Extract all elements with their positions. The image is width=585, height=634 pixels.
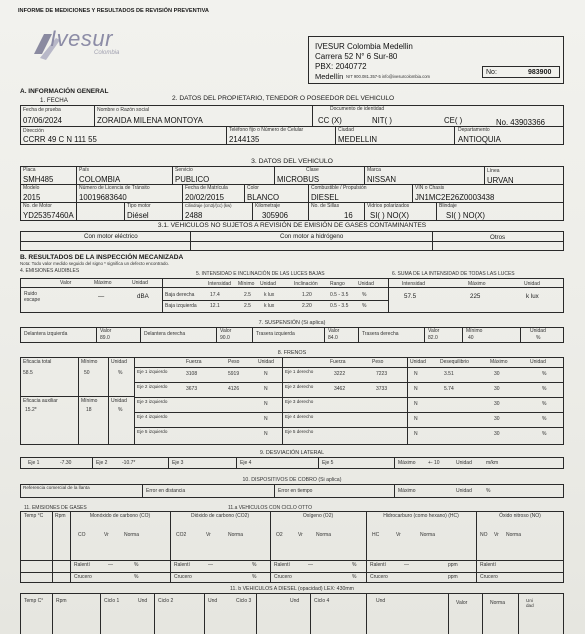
hc-label: HC [372, 532, 380, 538]
co-ralenti: Ralentí [74, 562, 90, 568]
desv-eje5-label: Eje 5 [322, 460, 334, 466]
suma-maximo: 225 [470, 293, 481, 300]
eficacia-aux-label: Eficacia auxiliar [23, 398, 58, 404]
no-sujetos-title: 3.1. VEHICULOS NO SUJETOS A REVISIÓN DE EMISIÓN DE GASES CONTAMINANTES [157, 222, 427, 229]
co-norma: Norma [124, 532, 140, 538]
otto-title: 11.a VEHICULOS CON CICLO OTTO [228, 505, 313, 511]
suma-title: 6. SUMA DE LA INTENSIDAD DE TODAS LAS LUCES [392, 271, 515, 277]
propietario-title: 2. DATOS DEL PROPIETARIO, TENEDOR O POSEEDOR DEL VEHICULO [172, 95, 395, 102]
freno-left-unidad: N [264, 401, 268, 407]
diesel-rpm: Rpm [56, 598, 67, 604]
o2-ralenti-dash: — [308, 562, 313, 568]
taximetro-unidad-val: % [486, 488, 491, 494]
color: BLANCO [247, 193, 280, 202]
hc-crucero-ppm: ppm [448, 574, 458, 580]
susp-tras-izq-val: 84.0 [328, 335, 338, 341]
frenos-u2-h: Unidad [530, 359, 546, 365]
susp-del-der-label: Delantera derecha [144, 331, 186, 337]
doc-nit: NIT( ) [372, 116, 392, 125]
taximetro-unidad-label: Unidad [456, 488, 472, 494]
emisiones-title: 11. EMISIONES DE GASES [24, 505, 87, 511]
frenos-right-peso-h: Peso [372, 359, 384, 365]
motor: YD25357460A [23, 211, 74, 220]
eficacia-aux-unidad-label: Unidad [111, 398, 127, 404]
taximetro-title: 10. DISPOSITIVOS DE COBRO (Si aplica) [242, 477, 342, 483]
o2-label: O2 [276, 532, 283, 538]
row-divider [282, 412, 564, 413]
freno-right-fuerza: 3462 [334, 386, 346, 392]
diesel-unidad: Unidad [526, 598, 534, 608]
luz-baja-derecha-min: 2.5 [244, 292, 251, 298]
luz-baja-derecha-u2: % [362, 292, 367, 298]
otros: Otros [490, 234, 506, 241]
freno-right-eje: Eje 4 derecho [285, 414, 314, 419]
freno-left-fuerza: 3108 [186, 371, 198, 377]
diesel-temp: Temp C° [24, 598, 44, 604]
diesel-und2: Und [208, 598, 218, 604]
freno-right-fuerza: 3222 [334, 371, 346, 377]
co2-crucero: Crucero [174, 574, 192, 580]
ruido-unidad: dBA [137, 293, 149, 300]
departamento-label: Departamento [458, 127, 490, 133]
o2-title: Oxígeno (O2) [302, 513, 334, 519]
error-tiempo-label: Error en tiempo [278, 488, 313, 494]
freno-right-unidad2: % [542, 416, 547, 422]
susp-unidad-label: Unidad [530, 328, 546, 334]
blindaje-label: Blindaje [439, 203, 457, 209]
diesel-und4: Und [376, 598, 386, 604]
freno-left-fuerza: 3673 [186, 386, 198, 392]
vehiculo-title: 3. DATOS DEL VEHICULO [251, 158, 333, 165]
color-label: Color [247, 185, 259, 191]
freno-left-unidad: N [264, 386, 268, 392]
desv-eje3-label: Eje 3 [172, 460, 184, 466]
luz-baja-derecha-inc: 1.20 [302, 292, 312, 298]
frenos-right-unidad-h: Unidad [410, 359, 426, 365]
desv-eje1-label: Eje 1 [28, 460, 40, 466]
desv-unidad-label: Unidad [456, 460, 472, 466]
hc-norma: Norma [420, 532, 436, 538]
luz-baja-derecha-u: k lux [264, 292, 275, 298]
pais: COLOMBIA [79, 175, 121, 184]
no-norma: Norma [506, 532, 522, 538]
fecha-title: 1. FECHA [40, 97, 68, 104]
freno-left-peso: 5919 [228, 371, 240, 377]
telefono: 2144135 [229, 135, 260, 144]
freno-right-unidad2: % [542, 386, 547, 392]
susp-unidad-val: % [536, 335, 541, 341]
eficacia-total-u: % [118, 370, 123, 376]
diesel-valor: Valor [456, 600, 468, 606]
eficacia-total-val: 58.5 [23, 370, 33, 376]
susp-tras-der-valor-label: Valor [428, 328, 440, 334]
fecha-prueba: 07/06/2024 [23, 116, 63, 125]
hc-title: Hidrocarburo (como hexano) (HC) [383, 513, 459, 519]
suma-intensidad: 57.5 [404, 293, 417, 300]
freno-left-eje: Eje 2 izquierdo [137, 384, 168, 389]
marca: NISSAN [367, 175, 397, 184]
ruido-unidad-header: Unidad [132, 280, 148, 286]
freno-left-eje: Eje 4 izquierdo [137, 414, 168, 419]
clase: MICROBUS [277, 175, 320, 184]
o2-ralenti: Ralentí [274, 562, 290, 568]
no-ralenti: Ralentí [480, 562, 496, 568]
otto-rpm: Rpm [55, 513, 66, 519]
susp-minimo-val: 40 [468, 335, 474, 341]
no-crucero: Crucero [480, 574, 498, 580]
freno-right-maximo: 30 [494, 431, 500, 437]
hc-ralenti-ppm: ppm [448, 562, 458, 568]
placa-label: Placa [23, 167, 36, 173]
vin: JN1MC2E26Z0003438 [415, 193, 495, 202]
marca-label: Marca [367, 167, 381, 173]
co2-ralenti-pct: % [252, 562, 257, 568]
error-distancia-label: Error en distancia [146, 488, 186, 494]
hc-crucero: Crucero [370, 574, 388, 580]
otto-temp: Temp °C [24, 513, 44, 519]
luces-h-min: Mínimo [238, 281, 255, 287]
direccion-label: Dirección [23, 128, 44, 134]
luz-baja-derecha-rango: 0.5 - 3.5 [330, 292, 349, 298]
luces-h-inc: Inclinación [294, 281, 318, 287]
freno-right-eje: Eje 1 derecho [285, 369, 314, 374]
row-divider [134, 367, 282, 368]
report-number: 983900 [528, 69, 552, 76]
luces-h-int: Intensidad [208, 281, 232, 287]
co2-ralenti-dash: — [208, 562, 213, 568]
diesel-ciclo4: Ciclo 4 [314, 598, 330, 604]
clase-label: Clase [306, 167, 319, 173]
freno-right-unidad: N [414, 401, 418, 407]
vin-label: VIN o Chasis [415, 185, 445, 191]
cilindraje-label: Cilindraje (cm3)/(cc) (kw) [185, 203, 232, 208]
luces-h-u: Unidad [260, 281, 276, 287]
frenos-right-fuerza-h: Fuerza [330, 359, 346, 365]
linea-label: Línea [487, 168, 500, 174]
freno-right-desequilibrio: 5.74 [444, 386, 454, 392]
sillas: 16 [344, 211, 353, 220]
freno-right-desequilibrio: 3.51 [444, 371, 454, 377]
report-number-label: No: [486, 69, 497, 76]
linea: URVAN [487, 176, 514, 185]
no-vr: Vr [494, 532, 499, 538]
diesel-ciclo3: Ciclo 3 [236, 598, 252, 604]
diesel-title: 11. b VEHICULOS A DIESEL (opacidad) LEX: 430mm [230, 586, 354, 592]
diesel-ciclo1: Ciclo 1 [104, 598, 120, 604]
combustible-label: Combustible / Propulsión [311, 185, 367, 191]
freno-right-unidad: N [414, 386, 418, 392]
co2-ralenti: Ralentí [174, 562, 190, 568]
o2-vr: Vr [298, 532, 303, 538]
matricula-label: Fecha de Matrícula [185, 185, 228, 191]
frenos-title: 8. FRENOS [277, 350, 307, 356]
co2-label: CO2 [176, 532, 187, 538]
co2-crucero-pct: % [252, 574, 257, 580]
susp-tras-izq-label: Trasera izquierda [256, 331, 295, 337]
co-ralenti-dash: — [108, 562, 113, 568]
o2-crucero: Crucero [274, 574, 292, 580]
susp-minimo-label: Mínimo [466, 328, 483, 334]
vidrios: SI( ) NO(X) [370, 211, 409, 220]
co-title: Monóxido de carbono (CO) [89, 513, 151, 519]
servicio-label: Servicio [175, 167, 193, 173]
emisiones-audibles-title: 4. EMISIONES AUDIBLES [20, 268, 80, 274]
taximetro-maximo-label: Máximo [398, 488, 416, 494]
frenos-left-unidad-h: Unidad [258, 359, 274, 365]
co2-title: Dióxido de carbono (CO2) [190, 513, 250, 519]
tipo-motor-label: Tipo motor [127, 203, 151, 209]
desv-eje1-val: -7.30 [60, 460, 72, 466]
km: 305906 [262, 211, 289, 220]
luz-baja-izquierda-u: k lux [264, 303, 275, 309]
diesel-ciclo2: Ciclo 2 [158, 598, 174, 604]
ruido-label: Ruido escape [24, 291, 41, 303]
doc-ce: CE( ) [444, 116, 463, 125]
hc-ralenti: Ralentí [370, 562, 386, 568]
pais-label: País [79, 167, 90, 173]
section-b-note: Nota: Todo valor medido seguido del signo * significa un defecto encontrado. [20, 261, 170, 266]
modelo-label: Modelo [23, 185, 40, 191]
freno-right-maximo: 30 [494, 416, 500, 422]
susp-del-der-valor-label: Valor [220, 328, 232, 334]
nombre: ZORAIDA MILENA MONTOYA [97, 116, 203, 125]
co-label: CO [78, 532, 86, 538]
row-divider [282, 367, 564, 368]
modelo: 2015 [23, 193, 41, 202]
freno-right-peso: 7223 [376, 371, 388, 377]
frenos-left-fuerza-h: Fuerza [186, 359, 202, 365]
luz-baja-izquierda-min: 2.5 [244, 303, 251, 309]
luz-baja-izquierda-label: Baja izquierda [165, 303, 197, 309]
freno-right-maximo: 30 [494, 386, 500, 392]
desv-eje2-val: -10.7* [122, 460, 136, 466]
ciudad: MEDELLIN [338, 135, 377, 144]
company-phone: PBX: 2040772 [315, 62, 367, 71]
co-ralenti-pct: % [134, 562, 139, 568]
sillas-label: No. de Sillas [311, 203, 340, 209]
row-divider [282, 382, 564, 383]
co-vr: Vr [104, 532, 109, 538]
combustible: DIESEL [311, 193, 339, 202]
freno-left-eje: Eje 1 izquierdo [137, 369, 168, 374]
susp-del-izq-label: Delantera izquierda [24, 331, 68, 337]
logo-brand: Ivesur [50, 26, 113, 51]
section-b-title: B. RESULTADOS DE LA INSPECCIÓN MECANIZADA [20, 254, 184, 261]
luz-baja-izquierda-rango: 0.5 - 3.5 [330, 303, 349, 309]
freno-left-unidad: N [264, 371, 268, 377]
luz-baja-derecha-label: Baja derecha [165, 292, 195, 298]
freno-right-unidad: N [414, 371, 418, 377]
o2-ralenti-pct: % [352, 562, 357, 568]
freno-left-unidad: N [264, 431, 268, 437]
desv-unidad-val: m/km [486, 460, 499, 466]
susp-tras-izq-valor-label: Valor [328, 328, 340, 334]
eficacia-aux-min: 18 [86, 407, 92, 413]
freno-right-eje: Eje 5 derecho [285, 429, 314, 434]
doc-cc: CC (X) [318, 116, 342, 125]
vidrios-label: Vidrios polarizados [367, 203, 410, 209]
diesel-norma: Norma [490, 600, 506, 606]
freno-left-eje: Eje 3 izquierdo [137, 399, 168, 404]
eficacia-total-unidad-label: Unidad [111, 359, 127, 365]
freno-left-peso: 4126 [228, 386, 240, 392]
desv-maximo-label: Máximo [398, 460, 416, 466]
no-title: Óxido nitroso (NO) [499, 513, 541, 519]
row-divider [282, 397, 564, 398]
eficacia-aux-u: % [118, 407, 123, 413]
departamento: ANTIOQUIA [458, 135, 501, 144]
telefono-label: Teléfono fijo o Número de Celular [229, 127, 304, 133]
freno-right-eje: Eje 2 derecho [285, 384, 314, 389]
freno-right-unidad2: % [542, 371, 547, 377]
desv-eje4-label: Eje 4 [240, 460, 252, 466]
ivesur-logo [30, 24, 150, 64]
susp-del-der-val: 90.0 [220, 335, 230, 341]
co2-vr: Vr [206, 532, 211, 538]
ruido-maximo-header: Máximo [94, 280, 112, 286]
tipo-motor: Diésel [127, 211, 149, 220]
freno-right-unidad: N [414, 416, 418, 422]
luz-baja-izquierda-u2: % [362, 303, 367, 309]
desv-eje2-label: Eje 2 [96, 460, 108, 466]
susp-tras-der-val: 82.0 [428, 335, 438, 341]
motor-label: No. de Motor [23, 203, 52, 209]
motor-hidrogeno: Con motor a hidrógeno [280, 233, 344, 240]
freno-right-eje: Eje 3 derecho [285, 399, 314, 404]
nombre-label: Nombre o Razón social [97, 107, 149, 113]
company-name: IVESUR Colombia Medellin [315, 42, 413, 51]
freno-left-eje: Eje 5 izquierdo [137, 429, 168, 434]
luces-h-u2: Unidad [358, 281, 374, 287]
diesel-und1: Und [138, 598, 148, 604]
section-a-title: A. INFORMACIÓN GENERAL [20, 88, 109, 95]
licencia-label: Número de Licencia de Tránsito [79, 185, 150, 191]
desviacion-title: 9. DESVIACIÓN LATERAL [259, 450, 325, 456]
luces-h-rango: Rango [330, 281, 345, 287]
ruido-valor-header: Valor [60, 280, 72, 286]
freno-right-unidad: N [414, 431, 418, 437]
no-label: NO [480, 532, 488, 538]
eficacia-aux-min-label: Mínimo [81, 398, 98, 404]
row-divider [282, 427, 564, 428]
frenos-deseq-h: Desequilibrio [440, 359, 469, 365]
doc-number: No. 43903366 [496, 118, 545, 127]
referencia-llanta-label: Referencia comercial de la llanta [23, 485, 90, 490]
eficacia-aux-val: 15.2* [25, 407, 37, 413]
licencia: 10019683640 [79, 193, 127, 202]
susp-del-izq-valor-label: Valor [100, 328, 112, 334]
row-divider [134, 382, 282, 383]
freno-right-peso: 3733 [376, 386, 388, 392]
suma-h-max: Máximo [468, 281, 486, 287]
o2-crucero-pct: % [352, 574, 357, 580]
km-label: Kilometraje [255, 203, 281, 209]
company-nit-email: NIT 900.081.357-5 info@ivesurcolombia.com [346, 74, 431, 79]
o2-norma: Norma [316, 532, 332, 538]
row-divider [134, 427, 282, 428]
co-crucero-pct: % [134, 574, 139, 580]
intensidad-title: 5. INTENSIDAD E INCLINACIÓN DE LAS LUCES BAJAS [196, 271, 325, 277]
frenos-max-h: Máximo [490, 359, 508, 365]
desv-maximo-val: +- 10 [428, 460, 440, 466]
luz-baja-derecha-int: 17.4 [210, 292, 220, 298]
logo-tagline: Colombia [94, 50, 120, 56]
freno-right-unidad2: % [542, 431, 547, 437]
eficacia-total-min: 50 [84, 370, 90, 376]
luz-baja-izquierda-int: 12.1 [210, 303, 220, 309]
suspension-title: 7. SUSPENSIÓN (Si aplica) [258, 320, 326, 326]
company-city: Medellín [315, 72, 344, 81]
row-divider [134, 397, 282, 398]
freno-left-unidad: N [264, 416, 268, 422]
motor-electrico: Con motor eléctrico [84, 233, 138, 240]
row-divider [134, 412, 282, 413]
suma-h-int: Intensidad [402, 281, 426, 287]
matricula: 20/02/2015 [185, 193, 225, 202]
diesel-und3: Und [290, 598, 300, 604]
company-address: Carrera 52 N° 6 Sur-80 [315, 52, 398, 61]
direccion: CCRR 49 C N 111 55 [23, 135, 97, 144]
cilindraje: 2488 [185, 211, 203, 220]
hc-ralenti-dash: — [404, 562, 409, 568]
freno-right-unidad2: % [542, 401, 547, 407]
co2-norma: Norma [228, 532, 244, 538]
blindaje: SI( ) NO(X) [446, 211, 485, 220]
frenos-left-peso-h: Peso [228, 359, 240, 365]
suma-h-u: Unidad [524, 281, 540, 287]
ciudad-label: Ciudad [338, 127, 354, 133]
servicio: PUBLICO [175, 175, 210, 184]
suma-unidad: k lux [526, 293, 539, 300]
luz-baja-izquierda-inc: 2.20 [302, 303, 312, 309]
freno-right-maximo: 30 [494, 371, 500, 377]
hc-vr: Vr [396, 532, 401, 538]
susp-del-izq-val: 89.0 [100, 335, 110, 341]
freno-right-maximo: 30 [494, 401, 500, 407]
susp-tras-der-label: Trasera derecha [362, 331, 399, 337]
documento-label: Documento de identidad [330, 106, 385, 112]
eficacia-total-label: Eficacia total [23, 359, 52, 365]
eficacia-total-min-label: Mínimo [81, 359, 98, 365]
co-crucero: Crucero [74, 574, 92, 580]
form-title: INFORME DE MEDICIONES Y RESULTADOS DE REVISIÓN PREVENTIVA [18, 8, 209, 14]
ruido-valor: — [98, 293, 105, 300]
placa: SMH485 [23, 175, 54, 184]
fecha-prueba-label: Fecha de prueba [23, 107, 61, 113]
